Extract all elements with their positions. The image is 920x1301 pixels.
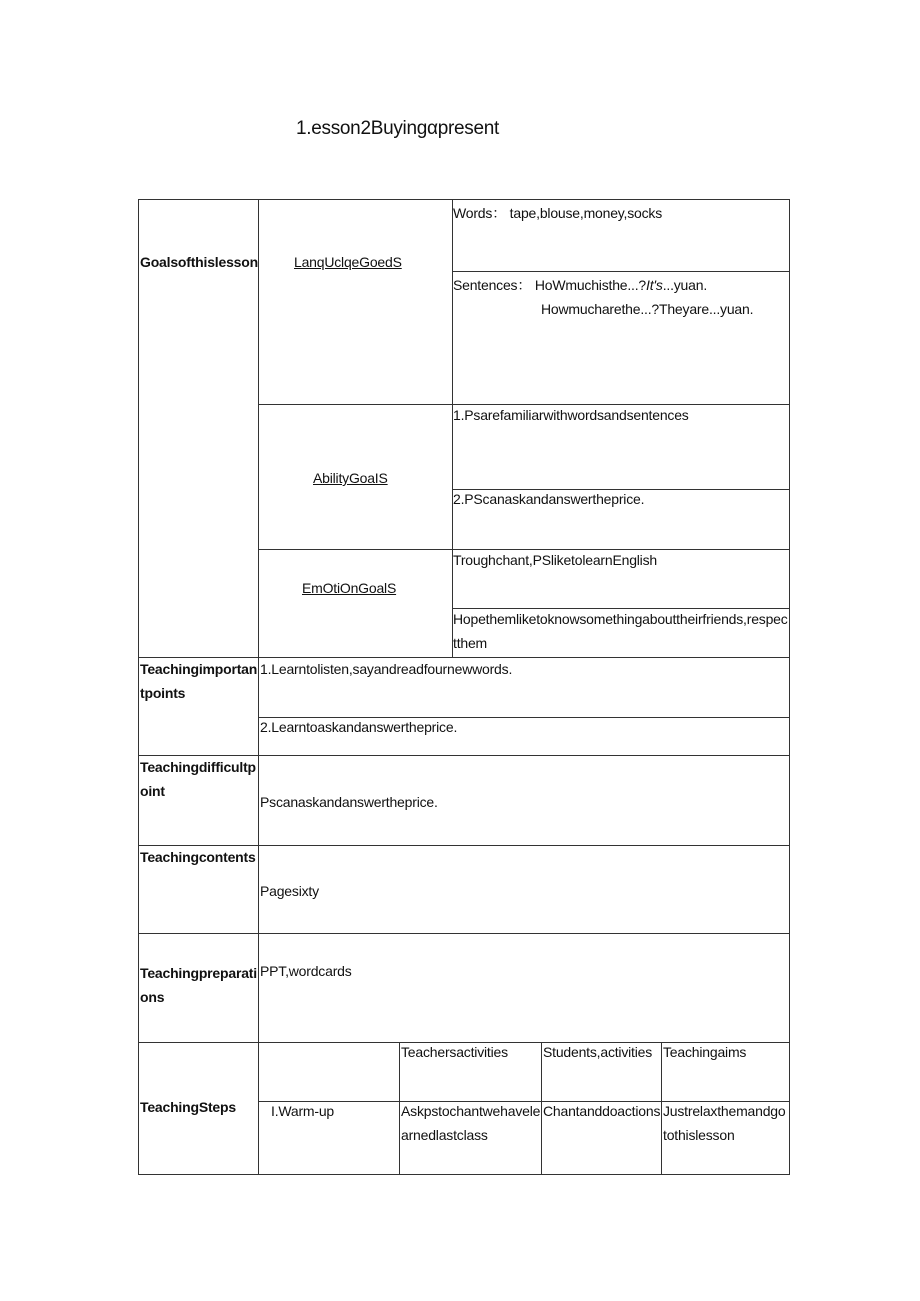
ability-item-2: 2.PScanaskandanswertheprice. <box>453 491 645 507</box>
difficult-point-header: Teachingdifficultpoint <box>140 759 256 799</box>
words-text: Words： tape,blouse,money,socks <box>453 205 663 221</box>
emotion-item-1: Troughchant,PSliketolearnEnglish <box>453 552 657 568</box>
difficult-point-text: Pscanaskandanswertheprice. <box>260 794 438 810</box>
ability-item-1: 1.Psarefamiliarwithwordsandsentences <box>453 407 689 423</box>
warm-up-students: Chantanddoactions <box>543 1103 661 1119</box>
important-point-2: 2.Learntoaskandanswertheprice. <box>260 719 458 735</box>
sentences-text-line2: Howmucharethe...?Theyare...yuan. <box>541 301 754 317</box>
sentences-text: Sentences： HoWmuchisthe...?It's...yuan. <box>453 277 708 293</box>
ability-goals-label: AbilityGoaIS <box>313 470 388 486</box>
goals-header: Goalsofthislesson <box>140 254 258 270</box>
contents-header: Teachingcontents <box>140 849 256 865</box>
preparations-text: PPT,wordcards <box>260 963 352 979</box>
important-points-header: Teachingimportantpoints <box>140 661 258 701</box>
important-point-1: 1.Learntolisten,sayandreadfournewwords. <box>260 661 513 677</box>
step-warm-up: I.Warm-up <box>271 1103 335 1119</box>
col-students-activities: Students,activities <box>543 1044 653 1060</box>
page-title: 1.esson2Buyingαpresent <box>296 118 499 139</box>
col-teacher-activities: Teachersactivities <box>401 1044 508 1060</box>
steps-header: TeachingSteps <box>140 1099 236 1115</box>
warm-up-teacher: Askpstochantwehavelearnedlastclass <box>401 1103 541 1143</box>
emotion-goals-label: EmOtiOnGoalS <box>302 580 397 596</box>
contents-text: Pagesixty <box>260 883 319 899</box>
warm-up-aims: Justrelaxthemandgotothislesson <box>663 1103 786 1143</box>
language-goals-label: LanqUclqeGoedS <box>294 254 402 270</box>
preparations-header: Teachingpreparations <box>140 965 257 1005</box>
col-teaching-aims: Teachingaims <box>663 1044 747 1060</box>
emotion-item-2: Hopethemliketoknowsomethingabouttheirfriends,respectthem <box>453 611 788 651</box>
